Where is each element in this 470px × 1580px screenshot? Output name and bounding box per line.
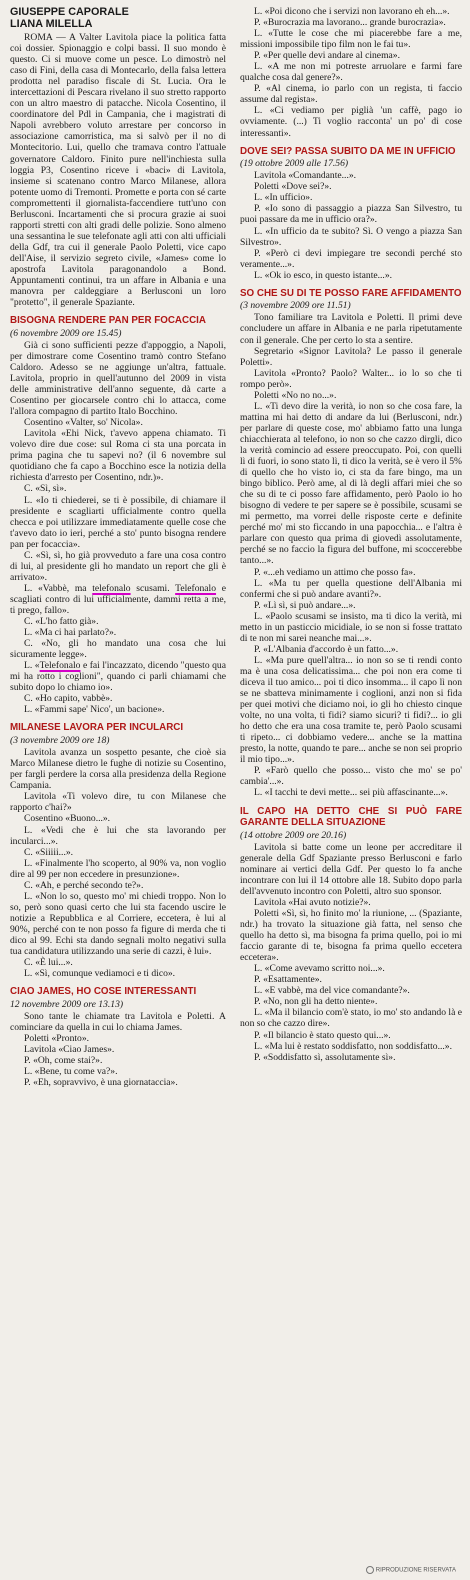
article-paragraph: L. «A me non mi potreste arruolare e farmi fare qualche cosa dal genere?».	[240, 61, 462, 84]
article-paragraph: L. «Io ti chiederei, se ti è possibile, di chiamare il presidente e scagliarti ufficialmente contro quella checca e poi utilizzare immediatamente quelle cose che t'avevo dato io ieri, perché a sto' punto bisogna rendere pan per focaccia».	[10, 494, 226, 550]
article-paragraph: P. «Burocrazia ma lavorano... grande burocrazia».	[254, 17, 446, 29]
article-paragraph: C. «È lui...».	[24, 957, 73, 969]
article-paragraph: Tono familiare tra Lavitola e Poletti. Il primi deve concludere un affare in Albania e ne parla ripetutamente con il generale. Che per certo lo sta a sentire.	[240, 312, 462, 346]
footer-text: RIPRODUZIONE RISERVATA	[375, 1567, 456, 1574]
article-paragraph: L. «In ufficio».	[254, 192, 313, 204]
article-section	[10, 315, 226, 715]
article-paragraph: P. «No, non gli ha detto niente».	[254, 996, 378, 1008]
article-paragraph: Sono tante le chiamate tra Lavitola e Poletti. A cominciare da quella in cui lo chiama James.	[10, 1010, 226, 1033]
article-paragraph: L. «Ti devo dire la verità, io non so che cosa fare, la mattina mi hai detto di andare da lui (Berlusconi, ndr.) per parlare di queste cose, mo' abbiamo fatto una lunga chiacchierata al telefono, io non so che cazzo dirgli, dico la verità comincio ad essere preoccupato. Poi, con quelli lì di fuori, io sono stato lì, ti dico la verità, se è vero il 5% di quello che ho visto io, ci sta da fare bingo, ma un bingo biblico. Però ame, al di là degli affari miei che so che su di te ci posso fare affidamento, però Paolo io ho bisogno di vedere te per sapere se è possibile, scusami se mi permetto, ma vorrei delle risposte certe e definite perché mo' mi sto ficcando in una papocchia... e l'altra è parlare con questo qua prima di giovedì assolutamente, perché se no faccio la figura del buffone, mi scoccerebbe tanto...».	[240, 400, 462, 567]
article-paragraph: Già ci sono sufficienti pezze d'appoggio, a Napoli, per dimostrare come Cosentino tramò contro Stefano Caldoro. Adesso se ne aggiunge un'altra, fattuale. Lavitola, proprio in quell'autunno del 2009 in vista delle amministrative dell'anno seguente, dà carte a Cosentino per giocarsele contro chi lo attacca, come l'allora compagno di partito Italo Bocchino.	[10, 339, 226, 418]
article-paragraph: Lavitola avanza un sospetto pesante, che cioè sia Marco Milanese dietro le fughe di notizie su Cosentino, per fargli perdere la corsa alla presidenza della Regione Campania.	[10, 747, 226, 792]
article-paragraph: P. «Eh, sopravvivo, è una giornataccia».	[24, 1077, 178, 1089]
article-paragraph: Cosentino «Valter, so' Nicola».	[24, 417, 143, 429]
article-paragraph: Segretario «Signor Lavitola? Le passo il generale Poletti».	[240, 345, 462, 368]
article-paragraph: C. «L'ho fatto già».	[24, 616, 99, 628]
article-paragraph: L. «Ok io esco, in questo istante...».	[254, 269, 393, 281]
article-paragraph: L. «Telefonalo e fai l'incazzato, dicendo "questo qua mi ha rotto i coglioni", quando ci parli chiamami che subito dopo lo chiamo io».	[10, 660, 226, 694]
article-paragraph: P. «Esattamente».	[254, 974, 322, 986]
article-section	[10, 986, 226, 1088]
article-paragraph: C. «Ah, e perché secondo te?».	[24, 879, 144, 891]
article-paragraph: Poletti «Sì, sì, ho finito mo' la riunione, ... (Spaziante, ndr.) ha trovato la situazione già fatta, nel senso che quello ha detto sì, ma bisogna fa prima quello, poi io mi faccio garante di te, bisogna fa prima quello eccetera eccetera».	[240, 907, 462, 964]
article-paragraph: P. «Soddisfatto sì, assolutamente sì».	[254, 1051, 396, 1063]
article-paragraph: Lavitola «Ciao James».	[24, 1044, 115, 1055]
article-paragraph: Lavitola «Comandante...».	[254, 170, 357, 182]
article-paragraph: L. «Come avevamo scritto noi...».	[254, 963, 385, 975]
highlighted-word: Telefonalo	[39, 660, 81, 672]
section-heading: IL CAPO HA DETTO CHE SI PUÒ FARE GARANTE DELLA SITUAZIONE	[240, 805, 462, 828]
intro-paragraph: ROMA — A Valter Lavitola piace la politica fatta coi dossier. Spionaggio e colpi bassi. Il suo mondo è questo. Ci si muove come un pesce. Lo dimostrò nel caso di Fini, della casa di Montecarlo, della falsa lettera prodotta nel paradiso fiscale di St. Lucia. Ora le intercettazioni di Pescara rivelano il suo stretto rapporto con un altro maestro di patacche. Nicola Cosentino, il coordinatore del Pdl in Campania, che i magistrati di Napoli avrebbero voluto arrestare per concorso in associazione camorristica, ma si salvò per il no di Montecitorio. Lui, quello che tramava contro l'attuale governatore Caldoro. Finito pure nell'inchiesta sulla loggia P3, Cosentino riceve i «baci» di Lavitola, insieme si scatenano contro Marco Milanese, allora potente uomo di Tremonti. Promette e porta con sé carte compromettenti il giornalista-faccendiere tutt'uno con Berlusconi. Incartamenti che si procura grazie ai suoi rapporti stretti con alti gradi delle polizie. Sono almeno una sessantina le sue telefonate agli atti con alti ufficiali della Gdf, tra cui il generale Paolo Poletti, vice capo dell'Aise, il servizio segreto civile, «James» come lo apostrofa Lavitola paragonandolo a Bond. Appuntamenti continui, tra un affare in Albania e una manovra per caldeggiare a Berlusconi un loro "protetto", il generale Spaziante.	[10, 32, 226, 309]
left-sections	[10, 315, 226, 1088]
article-paragraph: Cosentino «Buono...».	[24, 813, 111, 825]
article-paragraph: L. «Bene, tu come va?».	[24, 1066, 118, 1078]
article-paragraph: L. «E vabbè, ma del vice comandante?».	[254, 985, 410, 997]
section-heading: BISOGNA RENDERE PAN PER FOCACCIA	[10, 315, 206, 327]
article-paragraph: L. «In ufficio da te subito? Sì. O vengo a piazza San Silvestro».	[240, 225, 462, 248]
article-paragraph: P. «Lì sì, si può andare...».	[254, 599, 356, 611]
article-paragraph: Lavitola si batte come un leone per accreditare il generale della Gdf Spaziante presso Berlusconi e farlo nominare ai vertici della Gdf. Per questo lo fa anche incontrare con lui il 14 ottobre alle 18. Subito dopo parla dell'avvenuto incontro con Poletti, altro suo sponsor.	[240, 841, 462, 897]
section-date: (3 novembre 2009 ore 11.51)	[240, 300, 351, 312]
article-paragraph: C. «Sì, sì».	[24, 483, 67, 495]
article-paragraph: L. «Ma il bilancio com'è stato, io mo' sto andando là e non so che cazzo dire».	[240, 1007, 462, 1030]
article-paragraph: P. «Oh, come stai?».	[24, 1055, 103, 1067]
section-date: 12 novembre 2009 ore 13.13)	[10, 998, 124, 1010]
article-paragraph: C. «Siiiii...».	[24, 846, 74, 858]
article-paragraph: L. «Tutte le cose che mi piacerebbe fare a me, missioni impossibile tipo film non le fai tu».	[240, 28, 462, 51]
article-paragraph: L. «Vedi che è lui che sta lavorando per incularci...».	[10, 824, 226, 847]
article-paragraph: L. «Paolo scusami se insisto, ma ti dico la verità, mi metto in un pasticcio micidiale, io se non si fosse trattato di te non mi sarei neanche mai...».	[240, 610, 462, 644]
article-paragraph: L. «Finalmente l'ho scoperto, al 90% va, non voglio dire al 99 per non eccedere in presunzione».	[10, 857, 226, 880]
copyright-icon	[366, 1566, 374, 1574]
article-paragraph: P. «...eh vediamo un attimo che posso fa».	[254, 566, 416, 578]
article-section	[240, 146, 462, 281]
article-paragraph: L. «Ma lui è restato soddisfatto, non soddisfatto...».	[254, 1040, 452, 1052]
article-paragraph: P. «Al cinema, io parlo con un regista, ti faccio assume dal regista».	[240, 83, 462, 106]
article-paragraph: L. «Ma ci hai parlato?».	[24, 627, 117, 639]
article-paragraph: Lavitola «Pronto? Paolo? Walter... io lo so che ti rompo però».	[240, 367, 462, 390]
section-heading: MILANESE LAVORA PER INCULARCI	[10, 722, 184, 734]
article-paragraph: L. «Vabbè, ma telefonalo scusami. Telefonalo e scagliati contro di lui ufficialmente, dammi retta a me, ti prego, fallo».	[10, 582, 226, 616]
article-paragraph: P. «L'Albania d'accordo è un fatto...».	[254, 643, 399, 655]
article-paragraph: C. «Sì, sì, ho già provveduto a fare una cosa contro di lui, al presidente gli ho mandato un report che gli è arrivato».	[10, 549, 226, 583]
right-column	[240, 6, 462, 1063]
article-section	[10, 722, 226, 979]
section-date: (6 novembre 2009 ore 15.45)	[10, 327, 122, 339]
article-section	[240, 806, 462, 1063]
article-paragraph: Lavitola «Ehi Nick, t'avevo appena chiamato. Ti volevo dire due cose: sul Roma ci sta una porcata in prima pagina che tu sapevi no? (il 6 novembre sul quotidiano che fa capo a Bocchino esce la notizia della richiesta d'arresto per Cosentino, ndr.)».	[10, 428, 226, 484]
section-heading: SO CHE SU DI TE POSSO FARE AFFIDAMENTO	[240, 287, 462, 299]
section-heading: DOVE SEI? PASSA SUBITO DA ME IN UFFICIO	[240, 145, 456, 157]
article-paragraph: P. «Per quelle devi andare al cinema».	[254, 50, 400, 62]
highlighted-word: Telefonalo	[175, 582, 217, 594]
article-paragraph: P. «Il bilancio è stato questo qui...».	[254, 1029, 391, 1041]
article-paragraph: C. «No, gli ho mandato una cosa che lui sicuramente legge».	[10, 638, 226, 661]
article-paragraph: Lavitola «Ti volevo dire, tu con Milanese che rapporto c'hai?»	[10, 791, 226, 814]
article-paragraph: L. «Fammi sape' Nico', un bacione».	[24, 704, 165, 716]
author-name: LIANA MILELLA	[10, 18, 93, 30]
article-paragraph: Lavitola «Hai avuto notizie?».	[254, 896, 371, 908]
article-paragraph: P. «Farò quello che posso... visto che mo' se po' cambia'...».	[240, 765, 462, 788]
copyright-footer	[366, 1566, 456, 1574]
article-paragraph: Poletti «Dove sei?».	[254, 181, 332, 193]
right-continuation	[240, 6, 462, 139]
article-paragraph: L. «Ma pure quell'altra... io non so se ti rendi conto ma è una cosa delicatissima... che poi non era come ti diceva il tuo amico... poi ti dico insomma... il capo lì non se ne sbatteva minimamente i coglioni, anzi non si fida per quei motivi che diciamo noi, io gli ho chiesto cinque volte, no una volta, ti fidi? siamo sicuri? ti fidi?... io gli ho detto che era una cosa tramite te, però Paolo scusami ti ripeto... ci dobbiamo vedere... anche se la mattina presto, la notte, quando te pare... anche se non sei proprio il mio tipo...».	[240, 654, 462, 766]
article-paragraph: C. «Ho capito, vabbè».	[24, 693, 113, 705]
author-name: GIUSEPPE CAPORALE	[10, 6, 129, 18]
section-date: (14 ottobre 2009 ore 20.16)	[240, 829, 347, 841]
article-paragraph: L. «Poi dicono che i servizi non lavorano eh eh...».	[254, 6, 450, 17]
article-paragraph: P. «Però ci devi impiegare tre secondi perché sto veramente...».	[240, 247, 462, 270]
highlighted-word: telefonalo	[92, 582, 131, 594]
left-column	[10, 6, 226, 1088]
section-date: (3 novembre 2009 ore 18)	[10, 734, 110, 746]
article-paragraph: Poletti «No no no...».	[254, 389, 337, 401]
section-heading: CIAO JAMES, HO COSE INTERESSANTI	[10, 986, 197, 998]
article-paragraph: L. «Ci vediamo per piglià 'un caffè, pago io ovviamente. (...) Ti voglio racconta' un po' di cose interessanti».	[240, 105, 462, 139]
section-date: (19 ottobre 2009 alle 17.56)	[240, 158, 349, 170]
article-paragraph: L. «Sì, comunque vediamoci e ti dico».	[24, 968, 176, 980]
byline	[10, 6, 226, 30]
article-paragraph: L. «Non lo so, questo mo' mi chiedi troppo. Non lo so, però sono quasi certo che lui sta facendo uscire le notizie a Repubblica e al Corriere, eccetera, è lui al 90%, perché con te non posso fa figure di merda che ti dico al 99. Echi sta dando segnali molto negativi sulla tua candidatura utilizzando una serie di cazzi, è lui».	[10, 890, 226, 958]
right-sections	[240, 146, 462, 1063]
article-paragraph: L. «Ma tu per quella questione dell'Albania mi confermi che si può andare avanti?».	[240, 577, 462, 600]
article-paragraph: Poletti «Pronto».	[24, 1032, 90, 1044]
article-section	[240, 288, 462, 799]
article-paragraph: L. «I tacchi te devi mette... sei più affascinante...».	[254, 787, 448, 799]
article-paragraph: P. «Io sono di passaggio a piazza San Silvestro, tu puoi passare da me in ufficio ora?».	[240, 203, 462, 226]
